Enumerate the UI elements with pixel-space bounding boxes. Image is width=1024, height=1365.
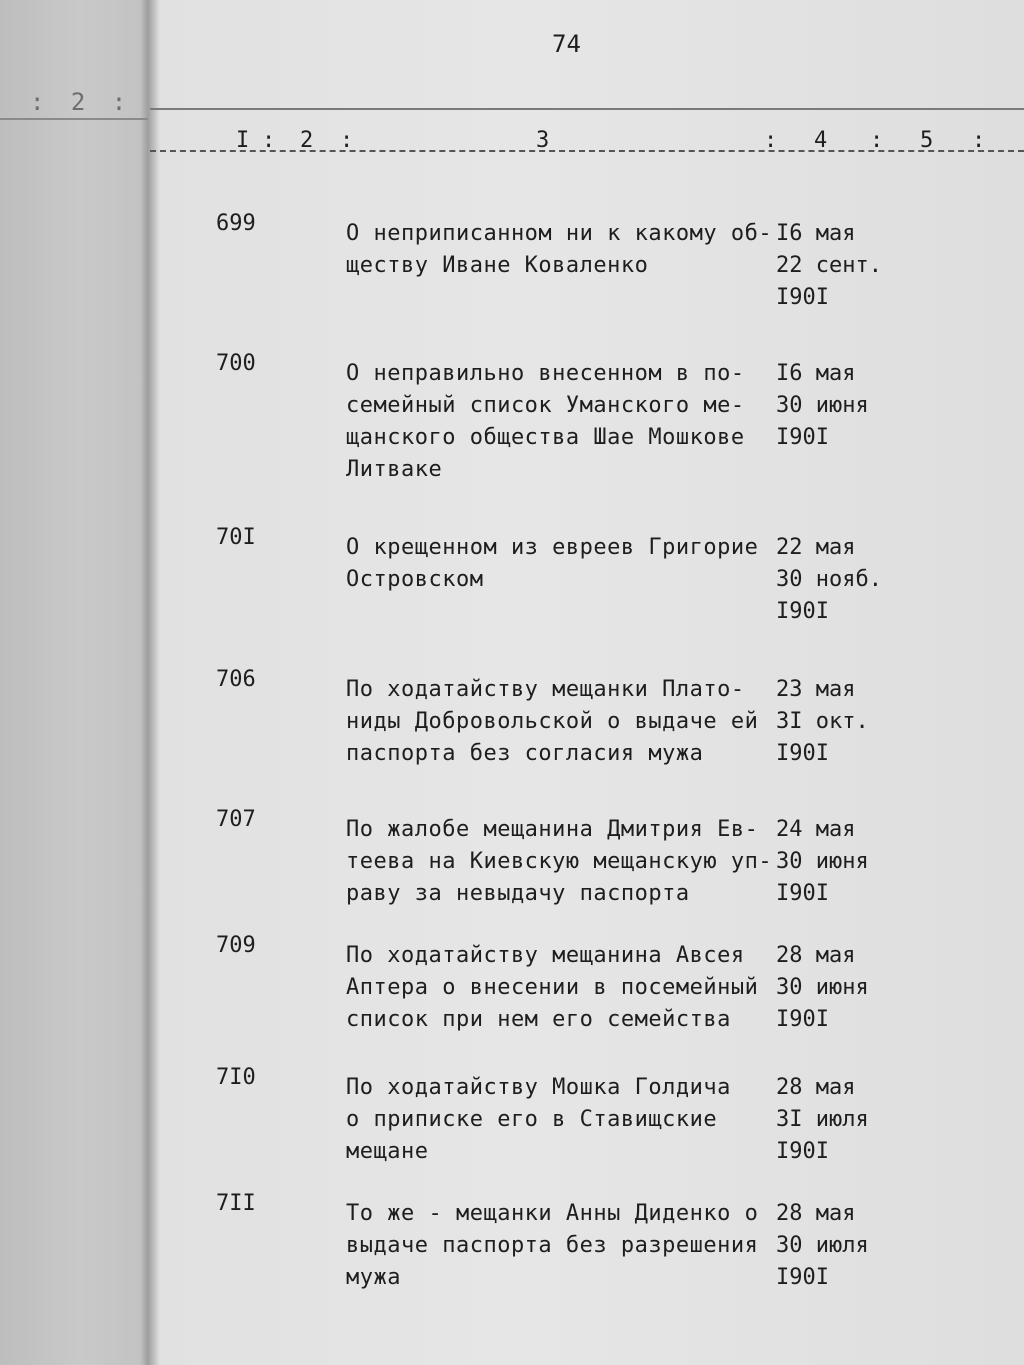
column-header-4: 4 — [814, 128, 830, 153]
left-margin-rule — [0, 118, 148, 120]
description-line: теева на Киевскую мещанскую уп- — [346, 849, 773, 874]
entry-description — [346, 674, 766, 770]
column-header-2: 2 — [300, 128, 316, 153]
entry-description — [346, 814, 773, 910]
entry-number: 706 — [216, 667, 256, 692]
column-header-1: I — [236, 128, 252, 153]
description-line: Литваке — [346, 457, 443, 482]
description-line: выдаче паспорта без разрешения — [346, 1233, 759, 1258]
end-date: 3I окт. — [776, 709, 869, 734]
year: I90I — [776, 599, 829, 624]
description-line: О неправильно внесенном в по- — [346, 361, 745, 386]
description-line: список при нем его семейства — [346, 1007, 731, 1032]
start-date: 24 мая — [776, 817, 856, 842]
description-line: паспорта без согласия мужа — [346, 741, 704, 766]
entry-number: 70I — [216, 525, 256, 550]
year: I90I — [776, 741, 829, 766]
description-line: семейный список Уманского ме- — [346, 393, 745, 418]
start-date: 23 мая — [776, 677, 856, 702]
description-line: щанского общества Шае Мошкове — [346, 425, 745, 450]
start-date: I6 мая — [776, 361, 856, 386]
description-line: Аптера о внесении в посемейный — [346, 975, 759, 1000]
end-date: 30 нояб. — [776, 567, 882, 592]
column-separator: : — [262, 128, 278, 153]
entry-dates — [776, 1072, 896, 1168]
start-date: 28 мая — [776, 1201, 856, 1226]
entry-dates — [776, 532, 896, 628]
description-line: По жалобе мещанина Дмитрия Ев- — [346, 817, 759, 842]
entry-dates — [776, 1198, 896, 1294]
entry-dates — [776, 218, 896, 314]
description-line: По ходатайству мещанки Плато- — [346, 677, 745, 702]
entry-number: 707 — [216, 807, 256, 832]
start-date: I6 мая — [776, 221, 856, 246]
start-date: 22 мая — [776, 535, 856, 560]
entry-description — [346, 358, 766, 486]
page-number: 74 — [552, 30, 581, 58]
end-date: 30 июля — [776, 1233, 869, 1258]
entry-description — [346, 218, 773, 282]
left-margin-column-marks: : 2 : — [30, 88, 133, 116]
year: I90I — [776, 881, 829, 906]
year: I90I — [776, 285, 829, 310]
entry-number: 700 — [216, 351, 256, 376]
description-line: По ходатайству Мошка Голдича — [346, 1075, 731, 1100]
description-line: мужа — [346, 1265, 401, 1290]
end-date: 30 июня — [776, 393, 869, 418]
entry-dates — [776, 358, 896, 454]
column-header-5: 5 — [920, 128, 936, 153]
description-line: О крещенном из евреев Григорие — [346, 535, 759, 560]
start-date: 28 мая — [776, 1075, 856, 1100]
description-line: По ходатайству мещанина Авсея — [346, 943, 745, 968]
year: I90I — [776, 1139, 829, 1164]
description-line: То же - мещанки Анны Диденко о — [346, 1201, 759, 1226]
year: I90I — [776, 1007, 829, 1032]
previous-page-edge — [0, 0, 148, 1365]
description-line: раву за невыдачу паспорта — [346, 881, 690, 906]
end-date: 30 июня — [776, 849, 869, 874]
year: I90I — [776, 1265, 829, 1290]
end-date: 3I июля — [776, 1107, 869, 1132]
entry-dates — [776, 674, 896, 770]
end-date: 22 сент. — [776, 253, 882, 278]
year: I90I — [776, 425, 829, 450]
column-separator: : — [340, 128, 356, 153]
header-rule-top — [150, 108, 1024, 110]
end-date: 30 июня — [776, 975, 869, 1000]
column-separator: : — [764, 128, 780, 153]
start-date: 28 мая — [776, 943, 856, 968]
description-line: ществу Иване Коваленко — [346, 253, 649, 278]
description-line: о приписке его в Ставищские — [346, 1107, 718, 1132]
description-line: О неприписанном ни к какому об- — [346, 221, 773, 246]
description-line: Островском — [346, 567, 484, 592]
entry-description — [346, 940, 766, 1036]
column-separator: : — [870, 128, 886, 153]
header-rule-bottom — [150, 150, 1024, 152]
column-separator: : — [972, 128, 988, 153]
entry-number: 709 — [216, 933, 256, 958]
description-line: мещане — [346, 1139, 429, 1164]
entry-number: 7I0 — [216, 1065, 256, 1090]
entry-description — [346, 1198, 766, 1294]
entry-number: 699 — [216, 211, 256, 236]
description-line: ниды Добровольской о выдаче ей — [346, 709, 759, 734]
entry-dates — [776, 940, 896, 1036]
entry-description — [346, 1072, 766, 1168]
entry-description — [346, 532, 766, 596]
column-header-3: 3 — [536, 128, 552, 153]
entry-dates — [776, 814, 896, 910]
entry-number: 7II — [216, 1191, 256, 1216]
